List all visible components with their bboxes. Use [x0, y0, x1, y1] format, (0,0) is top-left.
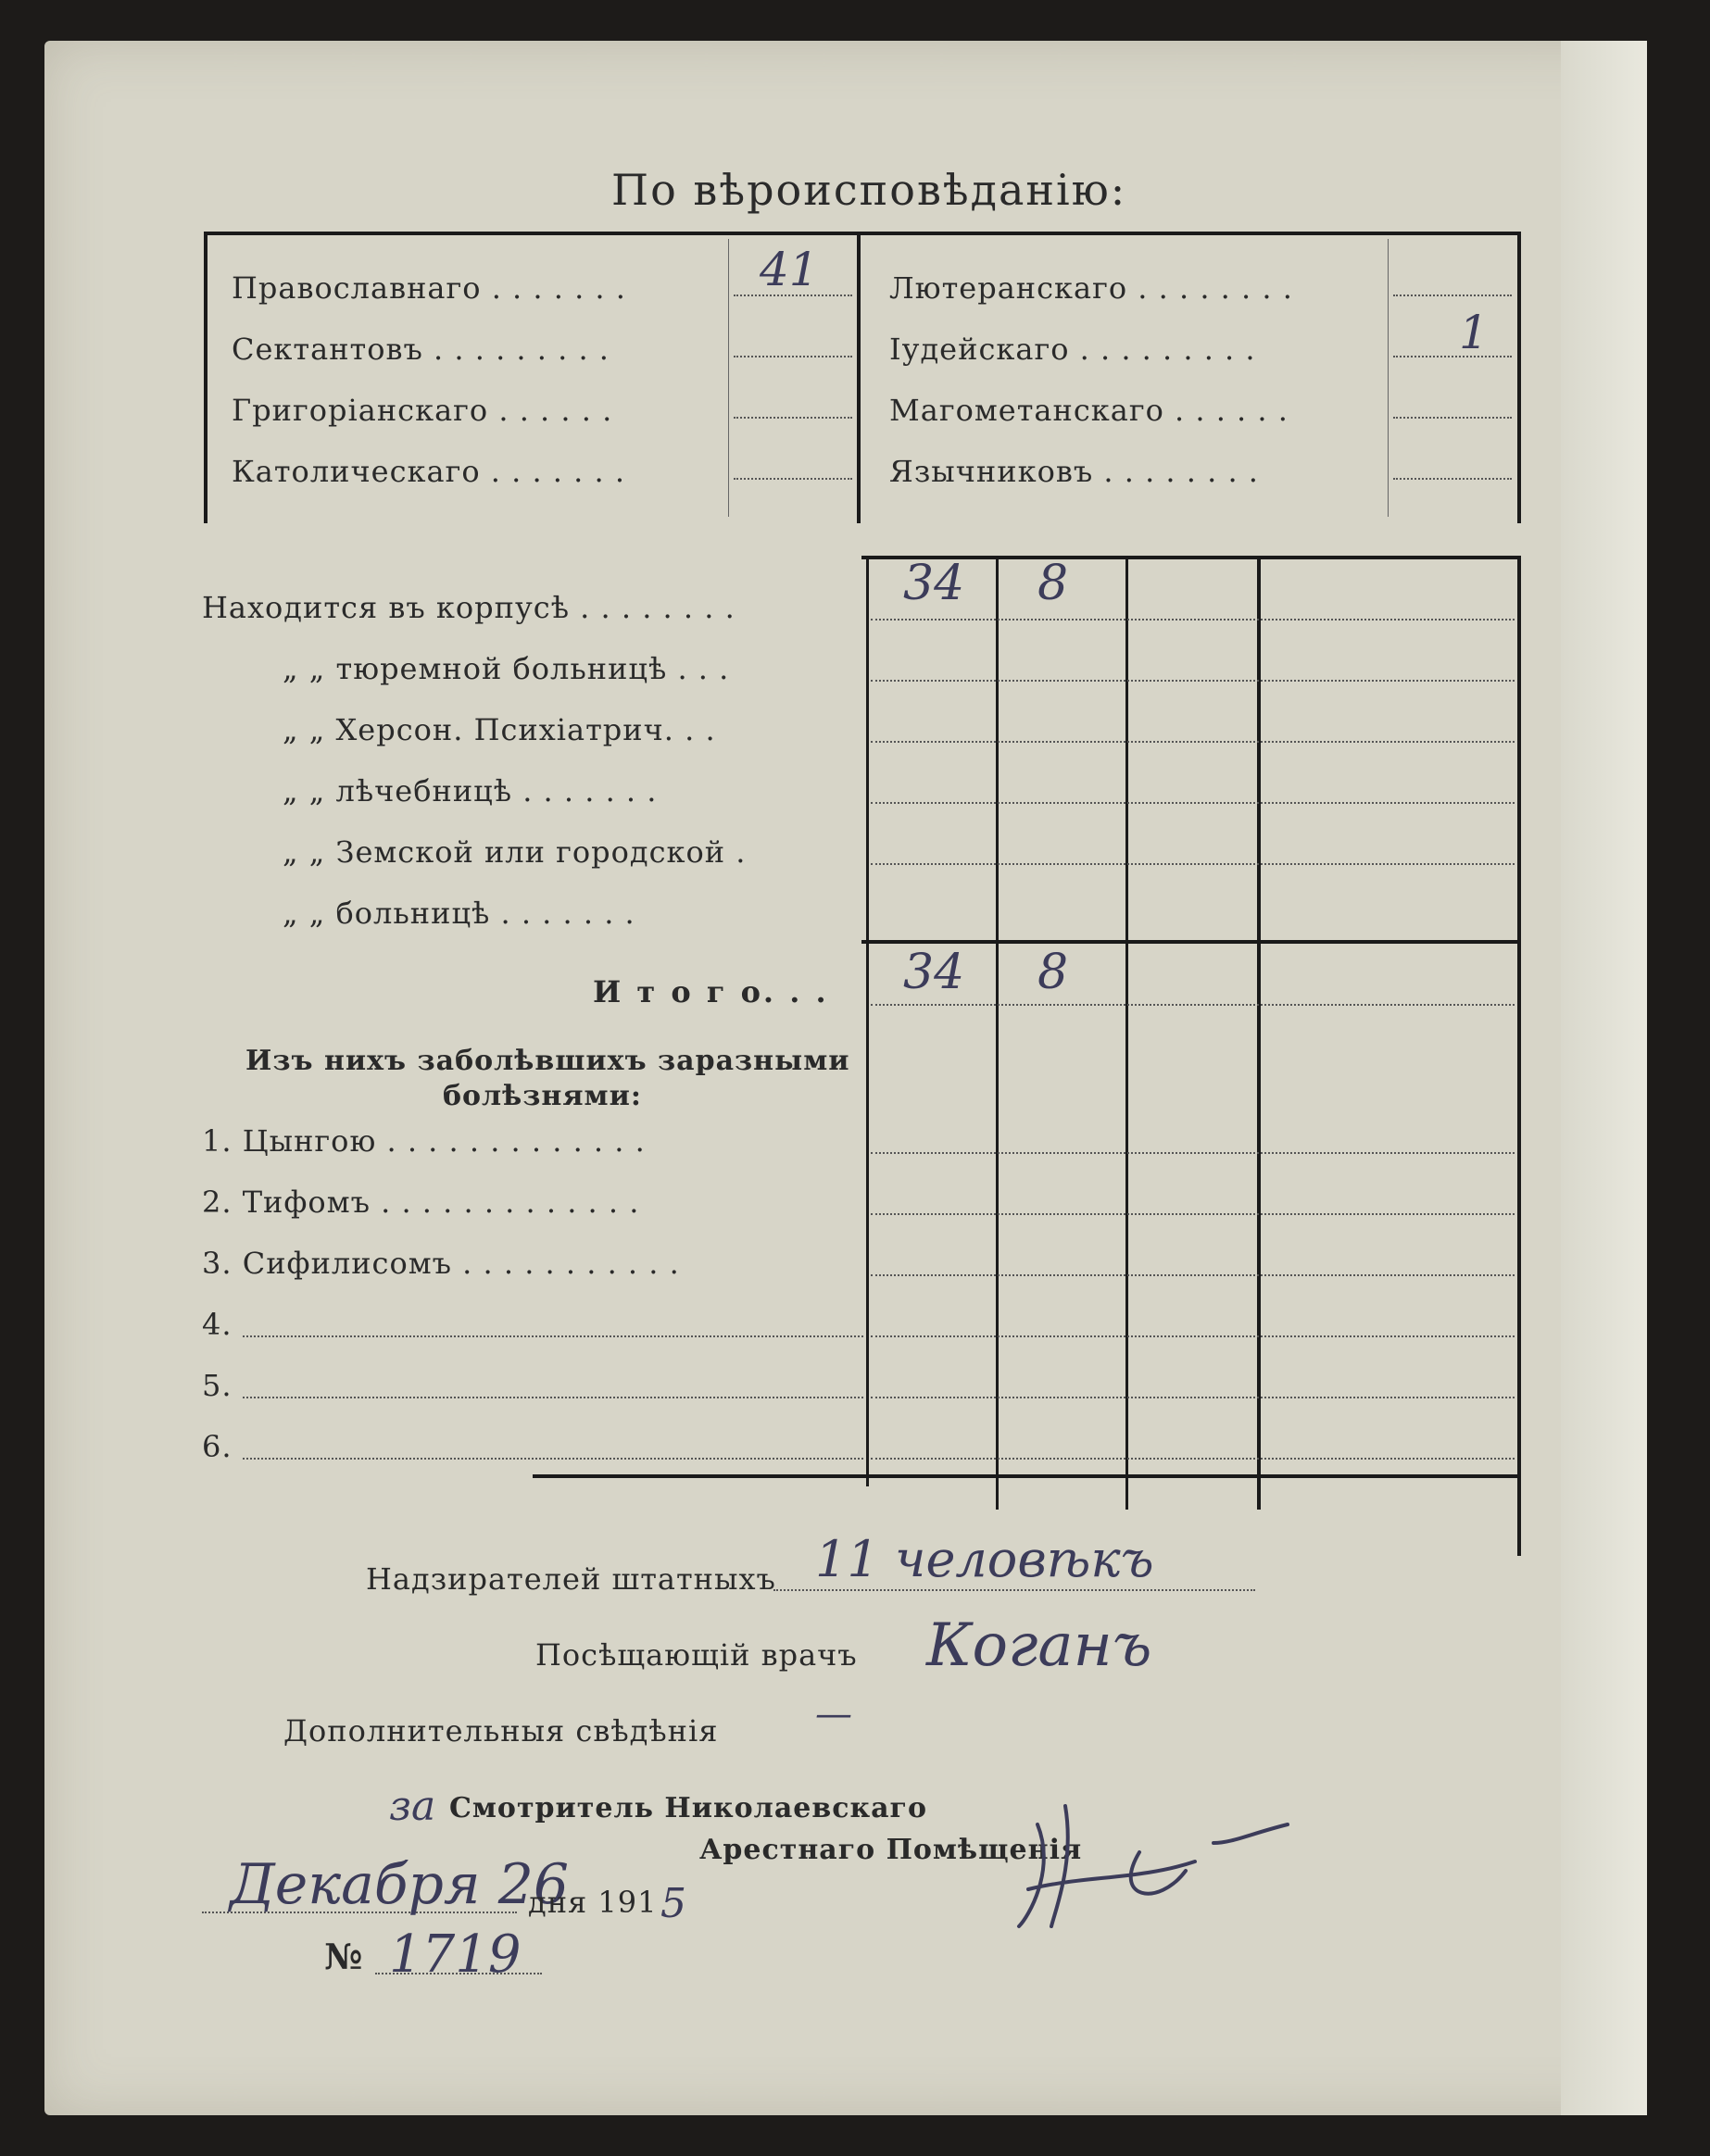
disease-label-3: 3. Сифилисомъ . . . . . . . . . . .: [202, 1246, 680, 1281]
religion-right-value-line-2: [1393, 356, 1512, 357]
religion-left-value-line-4: [734, 478, 852, 480]
religion-right-label-2: Іудейскаго . . . . . . . . .: [889, 332, 1256, 367]
religion-left-value-line-2: [734, 356, 852, 357]
number-handwritten: 1719: [389, 1924, 522, 1985]
religion-left-value-1: 41: [760, 243, 819, 296]
wardens-line: [773, 1589, 1255, 1591]
location-col-rule-2: [996, 556, 999, 1510]
table-guide-4: [871, 802, 1515, 804]
religion-left-value-divider: [728, 239, 729, 517]
religion-left-label-3: Григоріанскаго . . . . . .: [232, 393, 613, 428]
location-label-3: „ „ Херсон. Психіатрич. . .: [283, 712, 716, 747]
religion-right-label-1: Лютеранскаго . . . . . . . .: [889, 270, 1293, 306]
year-handwritten: 5: [660, 1880, 686, 1927]
religion-right-value-2: 1: [1459, 306, 1489, 359]
disease-label-6: 6.: [202, 1429, 233, 1464]
signature-prefix: за: [389, 1783, 436, 1830]
religion-right-value-line-4: [1393, 478, 1512, 480]
religion-left-label-1: Православнаго . . . . . . .: [232, 270, 626, 306]
table-guide-1: [871, 619, 1515, 620]
total-col1: 34: [903, 945, 965, 1000]
location-col-rule-3: [1125, 556, 1128, 1510]
doctor-value: Коганъ: [926, 1611, 1152, 1680]
religion-title: По вѣроисповѣданію:: [611, 165, 1127, 215]
religion-right-label-4: Язычниковъ . . . . . . . .: [889, 454, 1259, 489]
location-col-rule-5: [1517, 556, 1521, 1556]
religion-table-top-rule: [204, 232, 1519, 235]
location-subtotal-rule: [861, 940, 1519, 944]
location-label-4: „ „ лѣчебницѣ . . . . . . .: [283, 773, 658, 808]
date-label: дня 191: [528, 1885, 658, 1920]
disease-label-4: 4.: [202, 1307, 233, 1342]
religion-left-label-4: Католическаго . . . . . . .: [232, 454, 625, 489]
table-guide-2: [871, 680, 1515, 682]
disease-blank-line-6: [243, 1458, 863, 1460]
total-col2: 8: [1037, 945, 1069, 1000]
religion-left-label-2: Сектантовъ . . . . . . . . .: [232, 332, 610, 367]
table-guide-3: [871, 741, 1515, 743]
doctor-label: Посѣщающій врачъ: [535, 1637, 858, 1673]
religion-table-center-rule: [857, 232, 861, 523]
religion-left-value-line-3: [734, 417, 852, 419]
location-row1-col1: 34: [903, 556, 965, 611]
extra-value: —: [815, 1693, 852, 1736]
table-guide-total: [871, 1004, 1515, 1006]
table-guide-d5: [871, 1397, 1515, 1398]
location-label-2: „ „ тюремной больницѣ . . .: [283, 651, 730, 686]
disease-label-1: 1. Цынгою . . . . . . . . . . . . .: [202, 1123, 646, 1159]
date-handwritten: Декабря 26: [230, 1852, 570, 1917]
religion-right-value-divider: [1388, 239, 1389, 517]
table-guide-d6: [871, 1458, 1515, 1460]
table-guide-d2: [871, 1213, 1515, 1215]
religion-right-label-3: Магометанскаго . . . . . .: [889, 393, 1289, 428]
disease-blank-line-5: [243, 1397, 863, 1398]
signature-line-2: Арестнаго Помѣщенія: [699, 1834, 1083, 1866]
location-col-rule-1: [866, 556, 869, 1486]
diseases-bottom-rule: [533, 1474, 1519, 1478]
extra-label: Дополнительныя свѣдѣнія: [283, 1713, 719, 1749]
location-label-1: Находится въ корпусѣ . . . . . . . .: [202, 590, 736, 625]
paper-edge: [1561, 41, 1647, 2115]
religion-right-value-line-3: [1393, 417, 1512, 419]
total-label: И т о г о. . .: [593, 974, 829, 1009]
diseases-heading-1: Изъ нихъ заболѣвшихъ заразными: [245, 1045, 850, 1077]
location-col-rule-4: [1257, 556, 1261, 1510]
diseases-heading-2: болѣзнями:: [443, 1080, 642, 1112]
location-row1-col2: 8: [1037, 556, 1069, 611]
table-guide-5: [871, 863, 1515, 865]
wardens-label: Надзирателей штатныхъ: [366, 1561, 776, 1597]
religion-table-right-rule: [1517, 232, 1521, 523]
signature-line-1: Смотритель Николаевскаго: [449, 1792, 927, 1824]
location-label-5: „ „ Земской или городской .: [283, 834, 747, 870]
location-label-6: „ „ больницѣ . . . . . . .: [283, 896, 635, 931]
religion-table-left-rule: [204, 232, 207, 523]
disease-label-2: 2. Тифомъ . . . . . . . . . . . . .: [202, 1185, 640, 1220]
religion-right-value-line-1: [1393, 295, 1512, 296]
disease-blank-line-4: [243, 1335, 863, 1337]
number-label: №: [324, 1936, 364, 1977]
signature-scribble: [1000, 1787, 1306, 1945]
table-guide-d4: [871, 1335, 1515, 1337]
table-guide-d1: [871, 1152, 1515, 1154]
table-guide-d3: [871, 1274, 1515, 1276]
wardens-value: 11 человѣкъ: [815, 1530, 1154, 1588]
disease-label-5: 5.: [202, 1368, 233, 1403]
